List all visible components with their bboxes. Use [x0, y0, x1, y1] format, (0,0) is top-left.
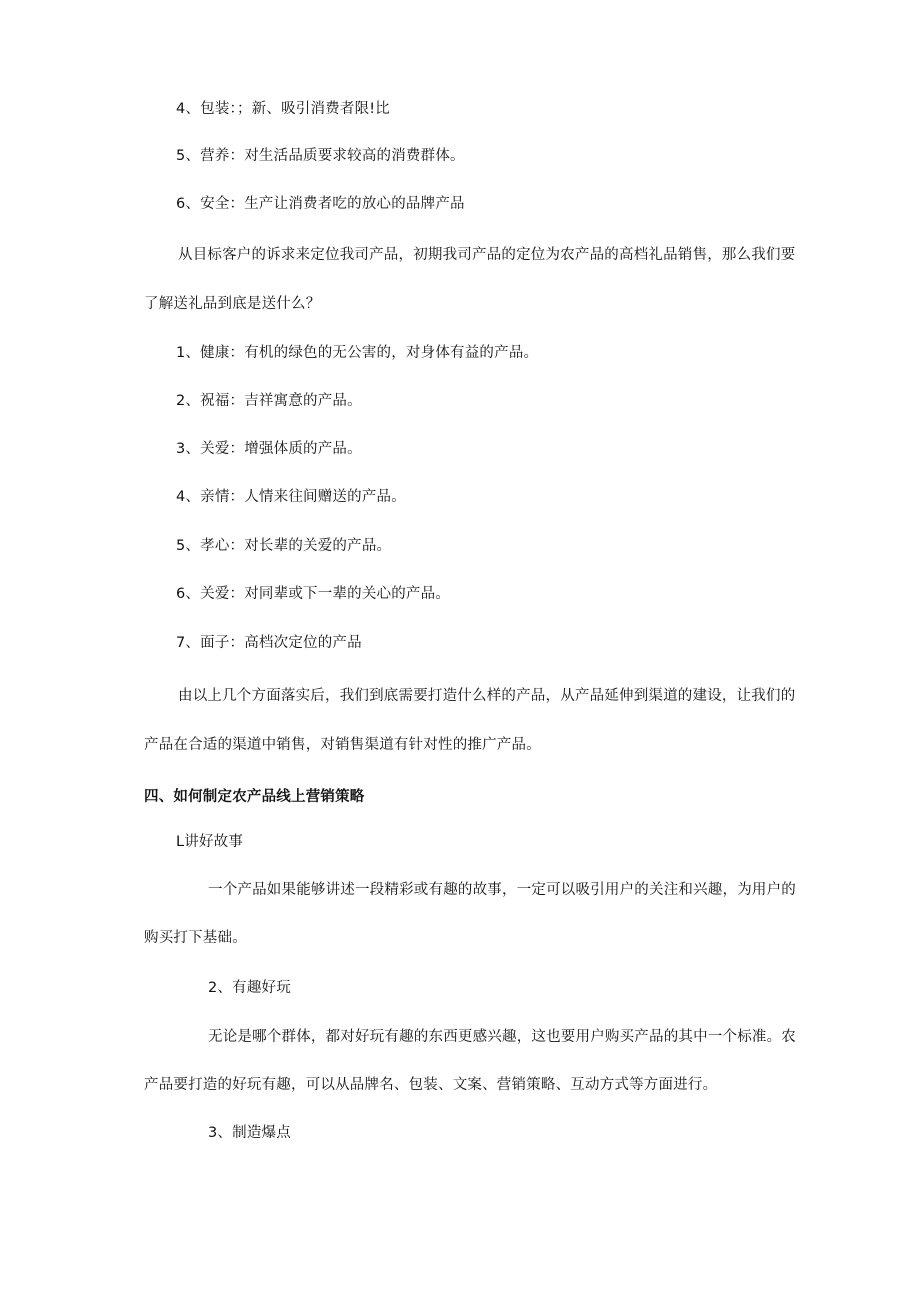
list-item: 3、关爱：增强体质的产品。 [176, 441, 362, 457]
list-item: 4、亲情：人情来往间赠送的产品。 [176, 489, 406, 505]
paragraph-line: 从目标客户的诉求来定位我司产品，初期我司产品的定位为农产品的高档礼品销售，那么我们要 [178, 247, 796, 263]
paragraph-line: 购买打下基础。 [144, 930, 247, 946]
list-item: 6、关爱：对同辈或下一辈的关心的产品。 [176, 586, 451, 602]
paragraph-line: 产品要打造的好玩有趣，可以从品牌名、包装、文案、营销策略、互动方式等方面进行。 [144, 1077, 718, 1093]
paragraph-line: 了解送礼品到底是送什么？ [144, 296, 321, 312]
list-item: 1、健康：有机的绿色的无公害的，对身体有益的产品。 [176, 345, 539, 361]
list-item: 5、营养：对生活品质要求较高的消费群体。 [176, 148, 465, 164]
paragraph-line: 无论是哪个群体，都对好玩有趣的东西更感兴趣，这也要用户购买产品的其中一个标准。农 [208, 1029, 796, 1045]
section-heading: 四、如何制定农产品线上营销策略 [144, 789, 365, 805]
list-item: 4、包装：；新、吸引消费者限!比 [176, 101, 390, 117]
list-item: 5、孝心：对长辈的关爱的产品。 [176, 538, 392, 554]
paragraph-line: 一个产品如果能够讲述一段精彩或有趣的故事，一定可以吸引用户的关注和兴趣，为用户的 [208, 882, 796, 898]
list-item: 7、面子：高档次定位的产品 [176, 635, 362, 651]
list-item: 6、安全：生产让消费者吃的放心的品牌产品 [176, 196, 465, 212]
paragraph-line: 由以上几个方面落实后，我们到底需要打造什么样的产品，从产品延伸到渠道的建设，让我们的 [178, 688, 796, 704]
subheading: 3、制造爆点 [208, 1125, 291, 1141]
list-item: 2、祝福：吉祥寓意的产品。 [176, 393, 362, 409]
paragraph-line: 产品在合适的渠道中销售，对销售渠道有针对性的推广产品。 [144, 737, 541, 753]
subheading: 2、有趣好玩 [208, 980, 291, 996]
subheading: L讲好故事 [176, 834, 244, 850]
